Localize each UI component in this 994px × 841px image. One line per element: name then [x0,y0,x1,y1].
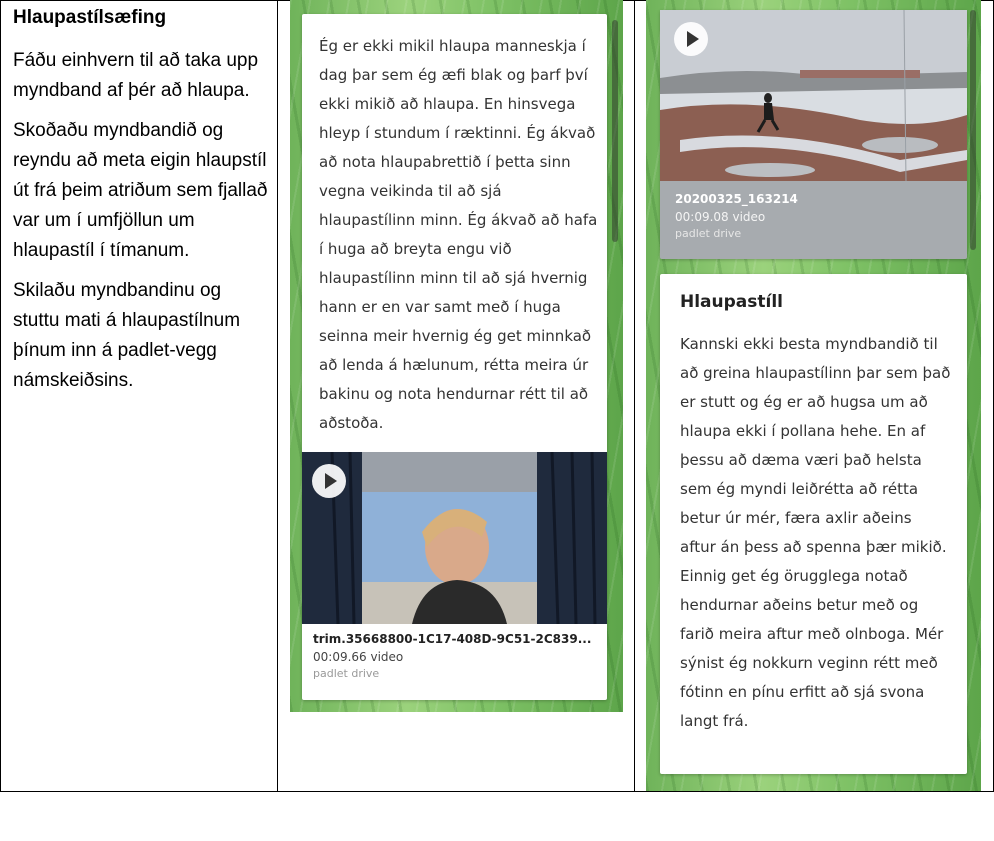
video-thumbnail-middle[interactable] [302,452,607,624]
instruction-paragraph-3: Skilaðu myndbandinu og stuttu mati á hlaupastílnum þínum inn á padlet-vegg námskeiðsins. [13,280,241,391]
post-title-right: Hlaupastíll [680,292,783,312]
padlet-post-right[interactable] [660,274,967,774]
video-source-middle: padlet drive [313,667,380,680]
video-filename-right[interactable]: 20200325_163214 [675,192,798,206]
instruction-paragraph-1: Fáðu einhvern til að taka upp myndband af þér að hlaupa. [13,50,259,101]
video-filename-middle[interactable]: trim.35668800-1C17-408D-9C51-2C839... [313,632,592,646]
instruction-paragraph-2: Skoðaðu myndbandið og reyndu að meta eigin hlaupstíl út frá þeim atriðum sem fjallað var um í umfjöllun um hlaupastíl í tímanum. [13,120,268,261]
padlet-background-middle [290,0,623,712]
video-meta-middle: 00:09.66 video [313,650,404,664]
play-icon[interactable] [312,464,346,498]
video-thumbnail-right[interactable] [660,10,967,181]
exercise-title: Hlaupastílsæfing [13,7,167,28]
video-source-right: padlet drive [675,227,742,240]
padlet-background-right [646,0,981,791]
instructions-cell [13,6,271,406]
treadmill-video-frame [302,452,607,624]
post-text-right: Kannski ekki besta myndbandið til að greina hlaupastílinn þar sem það er stutt og ég er að hugsa um að hlaupa ekki í pollana hehe. En af þessu að dæma væri það helsta sem ég myndi leiðrétta að rétta betur úr mér, færa axlir aðeins aftur án þess að spenna þær mikið. Einnig get ég örugglega notað hendurnar aðeins betur með og farið meira aftur með olnboga. Mér sýnist ég nokkurn veginn rétt með fótinn en pínu erfitt að sjá svona langt frá. [680,335,951,730]
table-left-border [0,0,1,791]
table-bottom-border [0,791,994,792]
post-text-middle: Ég er ekki mikil hlaupa manneskja í dag þar sem ég æfi blak og þarf því ekki mikið að hlaupa. En hinsvega hleyp í stundum í ræktinni. Ég ákvað að nota hlaupabrettið í þetta sinn vegna veikinda til að sjá hlaupastílinn minn. Ég ákvað að hafa í huga að breyta engu við hlaupastílinn minn til að sjá hvernig hann er en var samt með í huga seinna meir hvernig ég get minnkað að lenda á hælunum, rétta meira úr bakinu og nota hendurnar rétt til að aðstoða. [319,37,598,432]
column-divider-1 [277,0,278,791]
scrollbar-right[interactable] [970,10,976,250]
column-divider-2 [634,0,635,791]
video-post-right[interactable] [660,10,967,259]
play-icon[interactable] [674,22,708,56]
scrollbar-middle[interactable] [612,20,618,242]
video-meta-right: 00:09.08 video [675,210,766,224]
padlet-post-middle[interactable] [302,14,607,700]
